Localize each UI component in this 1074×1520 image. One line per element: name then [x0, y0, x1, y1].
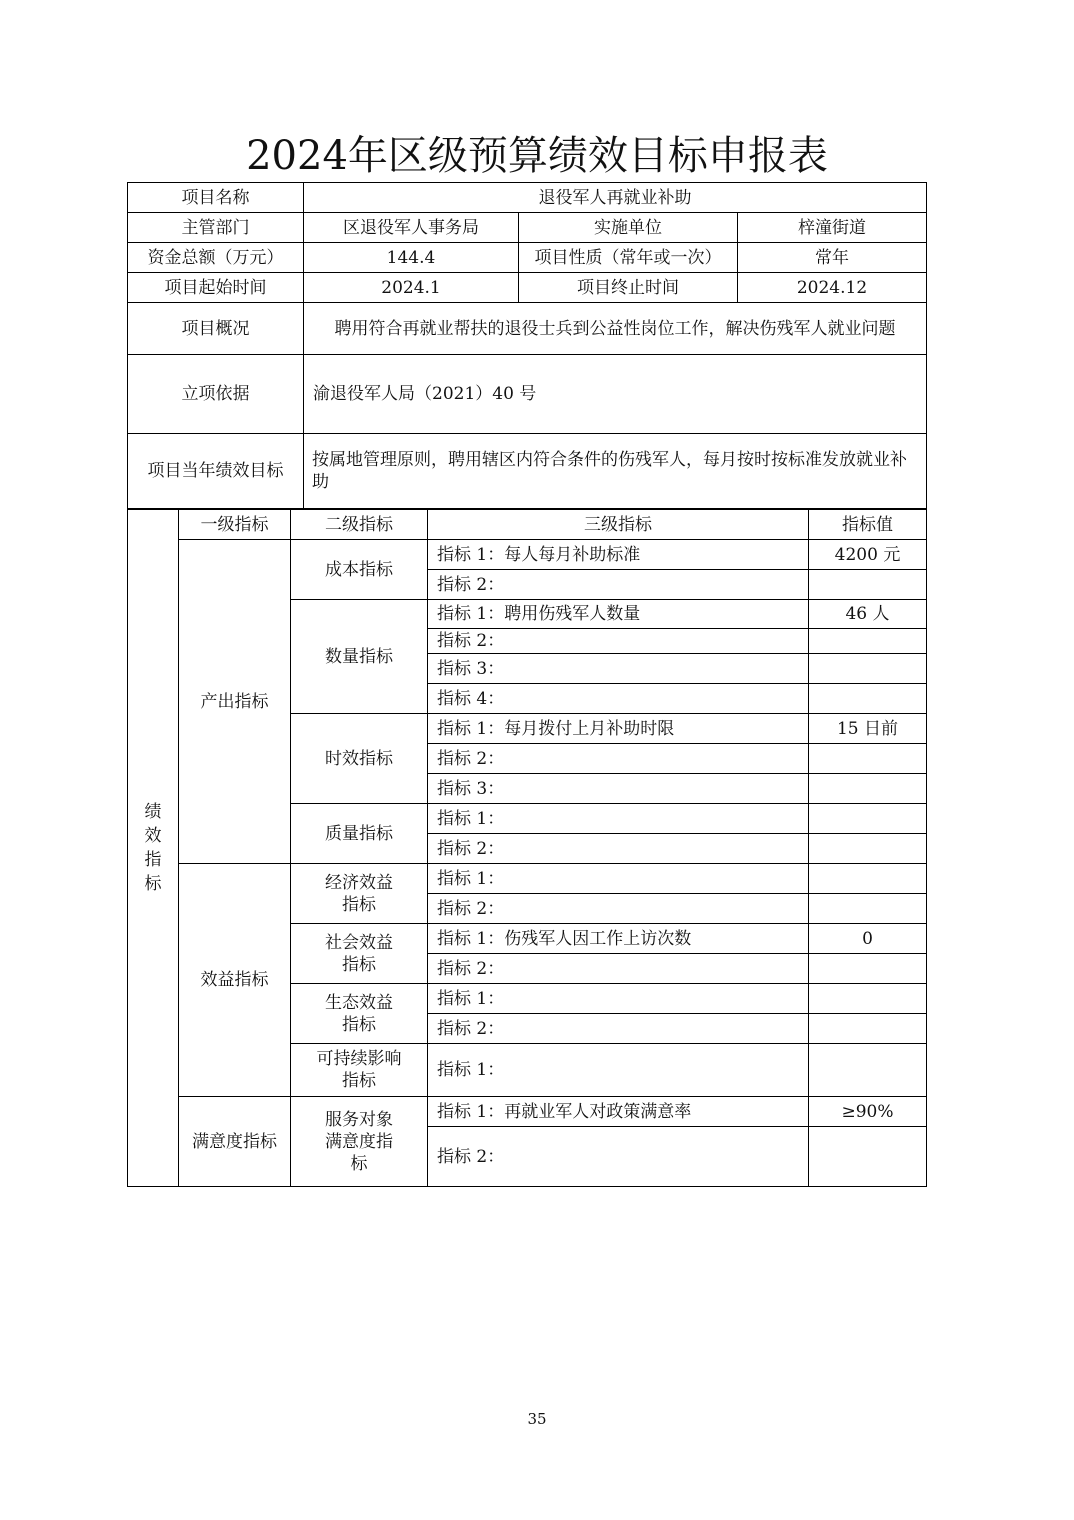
header-level2: 二级指标 — [291, 510, 428, 540]
indicator-text: 指标 2： — [428, 834, 809, 864]
indicator-text: 指标 1：聘用伤残军人数量 — [428, 600, 809, 629]
indicator-value — [809, 834, 927, 864]
start-label: 项目起始时间 — [128, 273, 304, 303]
indicator-value — [809, 864, 927, 894]
indicator-text: 指标 1： — [428, 864, 809, 894]
header-level1: 一级指标 — [179, 510, 291, 540]
indicator-text: 指标 1：每人每月补助标准 — [428, 540, 809, 570]
indicator-text: 指标 3： — [428, 654, 809, 684]
fund-value: 144.4 — [304, 243, 519, 273]
level2-timeliness: 时效指标 — [291, 714, 428, 804]
header-value: 指标值 — [809, 510, 927, 540]
page-number: 35 — [527, 1410, 547, 1428]
end-value: 2024.12 — [738, 273, 927, 303]
indicator-text: 指标 2： — [428, 570, 809, 600]
level1-benefit: 效益指标 — [179, 864, 291, 1097]
performance-indicator-section — [128, 510, 179, 1187]
indicator-value: 0 — [809, 924, 927, 954]
page-title: 2024年区级预算绩效目标申报表 — [246, 133, 828, 179]
indicator-text: 指标 1：每月拨付上月补助时限 — [428, 714, 809, 744]
indicator-value: 46 人 — [809, 600, 927, 629]
indicator-value: 4200 元 — [809, 540, 927, 570]
indicator-text: 指标 1： — [428, 1044, 809, 1097]
indicator-value — [809, 774, 927, 804]
basis-label: 立项依据 — [128, 355, 304, 434]
overview-label: 项目概况 — [128, 303, 304, 355]
indicator-value — [809, 804, 927, 834]
indicator-text: 指标 2： — [428, 1127, 809, 1187]
indicator-text: 指标 1：再就业军人对政策满意率 — [428, 1097, 809, 1127]
goal-label: 项目当年绩效目标 — [128, 434, 304, 509]
level2-ecological: 生态效益指标 — [291, 984, 428, 1044]
indicator-value: ≥90% — [809, 1097, 927, 1127]
indicator-text: 指标 2： — [428, 744, 809, 774]
indicator-text: 指标 4： — [428, 684, 809, 714]
indicator-text: 指标 3： — [428, 774, 809, 804]
indicator-value — [809, 684, 927, 714]
unit-value: 梓潼街道 — [738, 213, 927, 243]
level2-economic: 经济效益指标 — [291, 864, 428, 924]
dept-value: 区退役军人事务局 — [304, 213, 519, 243]
dept-label: 主管部门 — [128, 213, 304, 243]
indicator-value — [809, 1127, 927, 1187]
level2-quantity: 数量指标 — [291, 600, 428, 714]
indicator-text: 指标 2： — [428, 629, 809, 654]
indicator-value — [809, 744, 927, 774]
indicator-text: 指标 1： — [428, 804, 809, 834]
indicator-value — [809, 984, 927, 1014]
start-value: 2024.1 — [304, 273, 519, 303]
overview-value: 聘用符合再就业帮扶的退役士兵到公益性岗位工作，解决伤残军人就业问题 — [304, 303, 927, 355]
level2-quality: 质量指标 — [291, 804, 428, 864]
level1-satisfaction: 满意度指标 — [179, 1097, 291, 1187]
section-label: 绩效指标 — [144, 802, 162, 894]
indicator-value: 15 日前 — [809, 714, 927, 744]
end-label: 项目终止时间 — [519, 273, 738, 303]
level2-social: 社会效益指标 — [291, 924, 428, 984]
indicator-text: 指标 1： — [428, 984, 809, 1014]
indicator-value — [809, 629, 927, 654]
indicator-value — [809, 1044, 927, 1097]
indicator-text: 指标 2： — [428, 894, 809, 924]
nature-value: 常年 — [738, 243, 927, 273]
indicator-value — [809, 1014, 927, 1044]
level2-service-satisfaction: 服务对象满意度指标 — [291, 1097, 428, 1187]
indicator-text: 指标 2： — [428, 954, 809, 984]
level2-cost: 成本指标 — [291, 540, 428, 600]
goal-value: 按属地管理原则，聘用辖区内符合条件的伤残军人，每月按时按标准发放就业补助 — [304, 434, 927, 509]
indicator-value — [809, 954, 927, 984]
project-name-label: 项目名称 — [128, 183, 304, 213]
project-name-value: 退役军人再就业补助 — [304, 183, 927, 213]
indicator-value — [809, 654, 927, 684]
project-info-table — [127, 182, 927, 509]
indicator-text: 指标 1：伤残军人因工作上访次数 — [428, 924, 809, 954]
indicator-value — [809, 894, 927, 924]
indicator-text: 指标 2： — [428, 1014, 809, 1044]
basis-value: 渝退役军人局（2021）40 号 — [304, 355, 927, 434]
indicator-value — [809, 570, 927, 600]
indicators-table — [127, 509, 927, 1187]
level1-output: 产出指标 — [179, 540, 291, 864]
fund-label: 资金总额（万元） — [128, 243, 304, 273]
header-level3: 三级指标 — [428, 510, 809, 540]
level2-sustainable: 可持续影响指标 — [291, 1044, 428, 1097]
unit-label: 实施单位 — [519, 213, 738, 243]
nature-label: 项目性质（常年或一次） — [519, 243, 738, 273]
